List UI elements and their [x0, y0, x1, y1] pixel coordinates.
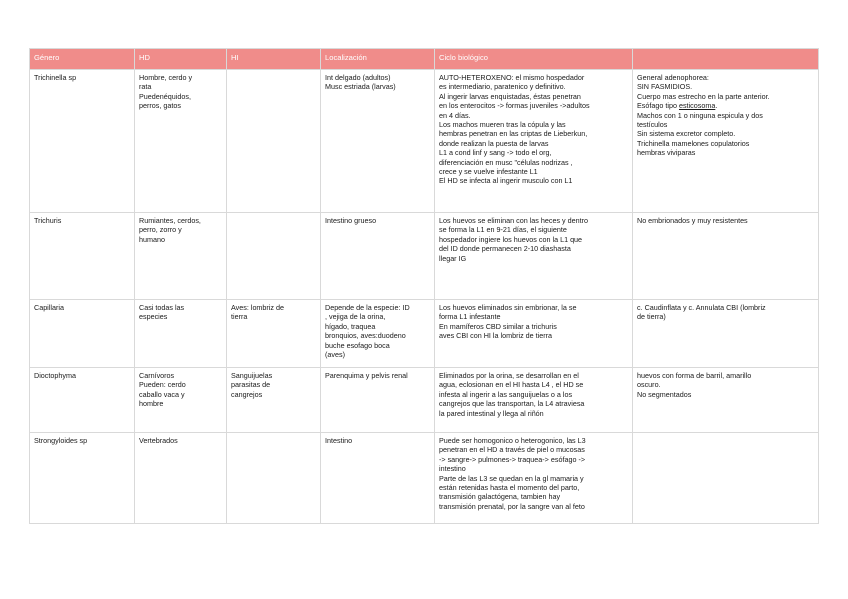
hd-line: Vertebrados — [139, 436, 178, 445]
notas-line: Sin sistema excretor completo. — [637, 129, 736, 139]
table-row — [30, 300, 819, 368]
localizacion-line: bronquios, aves:duodeno — [325, 331, 406, 341]
localizacion-line: buche esofago boca — [325, 340, 390, 350]
notas-line: Machos con 1 o ninguna espicula y dos — [637, 110, 763, 120]
ciclo-line: AUTO-HETEROXENO: el mismo hospedador — [439, 73, 585, 82]
cell-notas — [633, 213, 819, 300]
hd-line: Pueden: cerdo — [139, 380, 186, 390]
notas-line: c. Caudinflata y c. Annulata CBI (lombriz — [637, 303, 766, 312]
header-notas — [633, 49, 819, 70]
genero-text: Strongyloides sp — [34, 436, 88, 445]
cell-hd — [135, 300, 227, 368]
ciclo-line: forma L1 infestante — [439, 312, 501, 322]
ciclo-line: -> sangre-> pulmones-> traquea-> esófago -> — [439, 454, 586, 464]
ciclo-line: El HD se infecta al ingerir musculo con L1 — [439, 176, 573, 186]
hi-line: Sanguijuelas — [231, 371, 273, 380]
cell-notas — [633, 70, 819, 213]
hd-line: especies — [139, 312, 168, 322]
cell-hi — [227, 433, 321, 524]
table-row — [30, 433, 819, 524]
ciclo-line: la pared intestinal y llega al riñón — [439, 408, 544, 418]
localizacion-line: Intestino grueso — [325, 216, 377, 225]
notas-line: No segmentados — [637, 389, 692, 399]
hd-line: Puedenéquidos, — [139, 91, 191, 101]
cell-ciclo — [435, 70, 633, 213]
notas-line: No embrionados y muy resistentes — [637, 216, 748, 225]
ciclo-line: del ID donde permanecen 2-10 diashasta — [439, 244, 571, 254]
genero-text: Capillaria — [34, 303, 64, 312]
cell-localizacion — [321, 70, 435, 213]
notas-line: SIN FASMIDIOS. — [637, 82, 693, 92]
ciclo-line: se forma la L1 en 9-21 días, el siguiente — [439, 225, 567, 235]
ciclo-line: están retenidas hasta el momento del parto, — [439, 483, 580, 493]
notas-line: oscuro. — [637, 380, 661, 390]
cell-genero — [30, 300, 135, 368]
cell-localizacion — [321, 213, 435, 300]
ciclo-line: aves CBI con HI la lombriz de tierra — [439, 331, 553, 341]
hd-line: perros, gatos — [139, 101, 181, 111]
table-row — [30, 213, 819, 300]
header-localizacion: Localización — [321, 49, 435, 70]
cell-hi — [227, 213, 321, 300]
notas-line: de tierra) — [637, 312, 666, 322]
localizacion-line: Intestino — [325, 436, 353, 445]
hi-line: Aves: lombriz de — [231, 303, 284, 312]
localizacion-line: Parenquima y pelvis renal — [325, 371, 408, 380]
notas-line-esofago — [637, 101, 814, 110]
cell-hi — [227, 368, 321, 433]
table-row — [30, 368, 819, 433]
ciclo-line: es intermediario, paratenico y definitivo. — [439, 82, 566, 92]
ciclo-line: transmisión prenatal, por la sangre van al feto — [439, 501, 585, 511]
localizacion-line: hígado, traquea — [325, 321, 376, 331]
localizacion-line: Int delgado (adultos) — [325, 73, 391, 82]
ciclo-line: agua, eclosionan en el HI hasta L4 , el HD se — [439, 380, 584, 390]
ciclo-line: en los enterocitos -> formas juveniles ->adultos — [439, 101, 590, 111]
hi-line: parasitas de — [231, 380, 271, 390]
ciclo-line: diferenciación en musc "células nodrizas , — [439, 157, 573, 167]
notas-line: Trichinella mamelones copulatorios — [637, 138, 750, 148]
ciclo-line: Eliminados por la orina, se desarrollan en el — [439, 371, 579, 380]
ciclo-line: L1 a cond linf y sang -> todo el org, — [439, 148, 552, 158]
ciclo-line: crece y se vuelve infestante L1 — [439, 167, 538, 177]
table-row — [30, 70, 819, 213]
hd-line: rata — [139, 82, 152, 92]
genero-text: Dioctophyma — [34, 371, 76, 380]
ciclo-line: transmisión galactógena, tambien hay — [439, 492, 561, 502]
cell-notas — [633, 433, 819, 524]
cell-hi — [227, 70, 321, 213]
notas-line: hembras viviparas — [637, 148, 696, 158]
cell-localizacion — [321, 300, 435, 368]
cell-hd — [135, 368, 227, 433]
ciclo-line: intestino — [439, 464, 466, 474]
header-hi: HI — [227, 49, 321, 70]
hi-line: tierra — [231, 312, 248, 322]
cell-notas — [633, 368, 819, 433]
hd-line: hombre — [139, 399, 164, 409]
cell-genero — [30, 213, 135, 300]
localizacion-line: Depende de la especie: ID — [325, 303, 410, 312]
genero-text: Trichinella sp — [34, 73, 77, 82]
cell-ciclo — [435, 368, 633, 433]
ciclo-line: Al ingerir larvas enquistadas, éstas penetran — [439, 91, 581, 101]
ciclo-line: en 4 días. — [439, 110, 471, 120]
ciclo-line: En mamíferos CBD similar a trichuris — [439, 321, 557, 331]
notas-underlined-term: esticosoma — [678, 101, 716, 111]
cell-hd — [135, 213, 227, 300]
ciclo-line: penetran en el HD a través de piel o mucosas — [439, 445, 585, 455]
hd-line: caballo vaca y — [139, 389, 185, 399]
parasite-table — [29, 48, 819, 524]
ciclo-line: hembras penetran en las criptas de Lieberkun, — [439, 129, 588, 139]
hd-line: perro, zorro y — [139, 225, 182, 235]
header-genero: Género — [30, 49, 135, 70]
cell-localizacion — [321, 433, 435, 524]
ciclo-line: Puede ser homogonico o heterogonico, las L3 — [439, 436, 586, 445]
cell-ciclo — [435, 213, 633, 300]
ciclo-line: hospedador ingiere los huevos con la L1 que — [439, 234, 583, 244]
notas-line: testículos — [637, 120, 668, 130]
ciclo-line: Los machos mueren tras la cópula y las — [439, 120, 566, 130]
hd-line: humano — [139, 234, 165, 244]
ciclo-line: Parte de las L3 se quedan en la gl mamaria y — [439, 473, 584, 483]
ciclo-line: infesta al ingerir a las sanguijuelas o a los — [439, 389, 573, 399]
header-hd: HD — [135, 49, 227, 70]
cell-genero — [30, 70, 135, 213]
cell-hi — [227, 300, 321, 368]
ciclo-line: llegar IG — [439, 253, 467, 263]
notas-text: Esófago tipo — [637, 101, 679, 111]
hd-line: Casi todas las — [139, 303, 185, 312]
genero-text: Trichuris — [34, 216, 62, 225]
cell-ciclo — [435, 433, 633, 524]
cell-genero — [30, 433, 135, 524]
ciclo-line: Los huevos eliminados sin embrionar, la se — [439, 303, 577, 312]
cell-ciclo — [435, 300, 633, 368]
localizacion-line: (aves) — [325, 350, 345, 360]
document-page — [29, 48, 818, 524]
localizacion-line: , vejiga de la orina, — [325, 312, 386, 322]
hi-line: cangrejos — [231, 389, 263, 399]
cell-genero — [30, 368, 135, 433]
cell-hd — [135, 70, 227, 213]
hd-line: Rumiantes, cerdos, — [139, 216, 201, 225]
table-header-row — [30, 49, 819, 70]
notas-line: Cuerpo mas estrecho en la parte anterior. — [637, 91, 770, 101]
cell-localizacion — [321, 368, 435, 433]
notas-text: . — [715, 101, 718, 111]
notas-line: General adenophorea: — [637, 73, 709, 82]
ciclo-line: donde realizan la puesta de larvas — [439, 138, 549, 148]
hd-line: Carnívoros — [139, 371, 175, 380]
localizacion-line: Musc estriada (larvas) — [325, 82, 396, 92]
notas-line: huevos con forma de barril, amarillo — [637, 371, 752, 380]
ciclo-line: Los huevos se eliminan con las heces y dentro — [439, 216, 589, 225]
cell-hd — [135, 433, 227, 524]
hd-line: Hombre, cerdo y — [139, 73, 193, 82]
header-ciclo: Ciclo biológico — [435, 49, 633, 70]
cell-notas — [633, 300, 819, 368]
ciclo-line: cangrejos que las transportan, la L4 atraviesa — [439, 399, 585, 409]
